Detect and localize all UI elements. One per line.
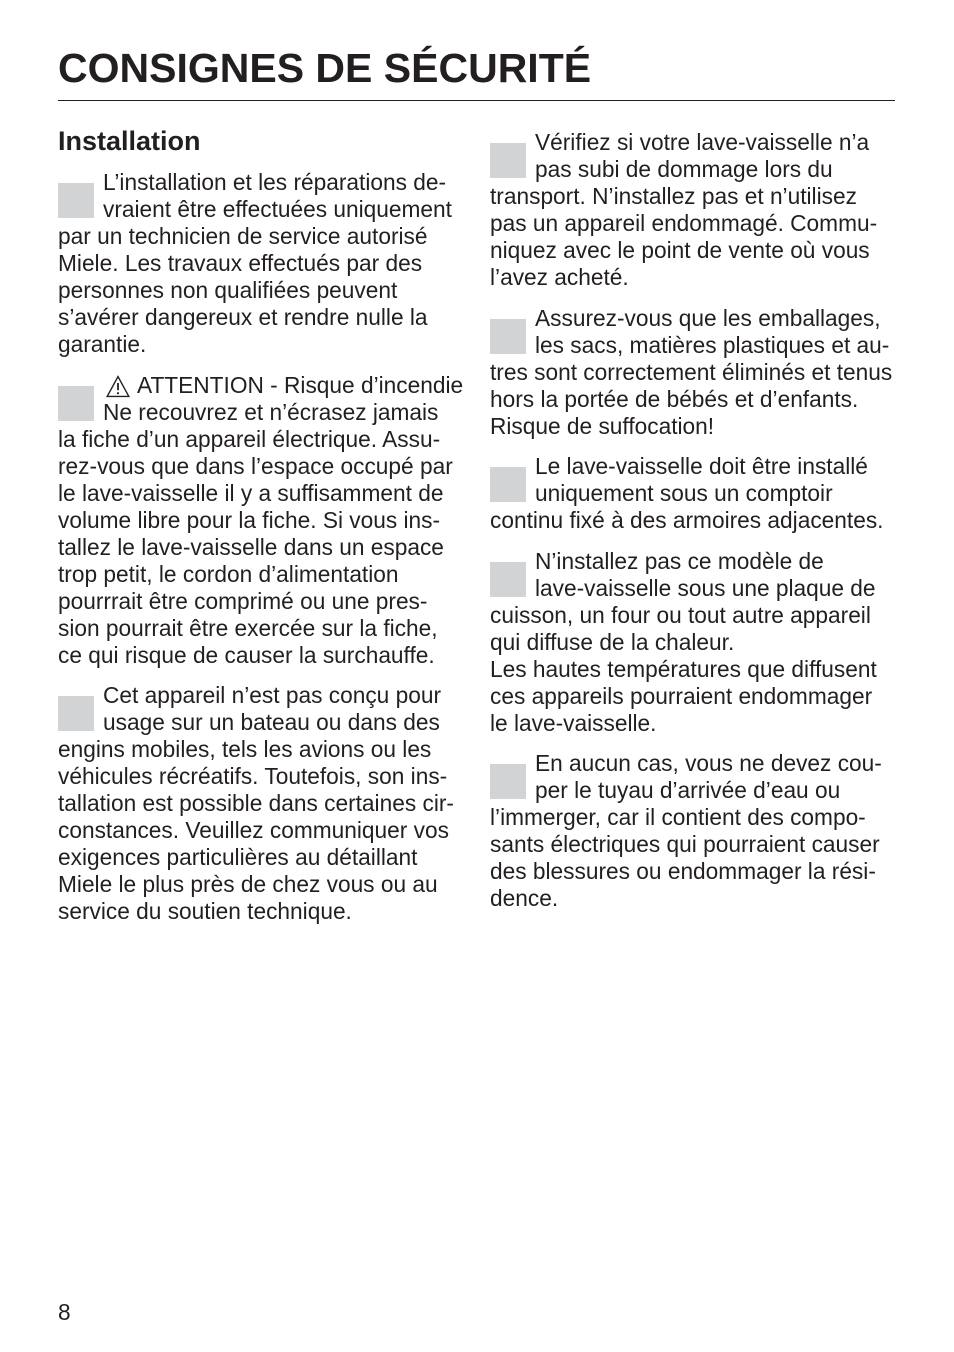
text-line: trop petit, le cordon d’alimentation <box>58 560 399 587</box>
safety-paragraph <box>490 750 910 912</box>
text-line: pas un appareil endommagé. Commu- <box>490 210 878 236</box>
text-line: N’installez pas ce modèle de <box>535 547 824 574</box>
text-line: dence. <box>490 885 559 911</box>
safety-paragraph <box>58 169 478 358</box>
text-line: Les hautes températures que diffusent <box>490 655 877 682</box>
text-line: service du soutien technique. <box>58 898 352 924</box>
text-line: sants électriques qui pourraient causer <box>490 831 880 857</box>
text-line: hors la portée de bébés et d’enfants. <box>490 385 859 412</box>
bullet-square <box>490 467 526 502</box>
safety-paragraph <box>490 305 910 440</box>
text-line: l’avez acheté. <box>490 264 629 290</box>
text-line: l’immerger, car il contient des compo- <box>490 804 866 830</box>
text-line: continu fixé à des armoires adjacentes. <box>490 507 884 533</box>
warning-label: ATTENTION - Risque d’incendie <box>137 371 464 398</box>
text-line: constances. Veuillez communiquer vos <box>58 817 449 843</box>
page-number: 8 <box>58 1299 71 1325</box>
bullet-square <box>490 562 526 597</box>
text-line: tres sont correctement éliminés et tenus <box>490 358 893 385</box>
text-line: ces appareils pourraient endommager <box>490 682 873 709</box>
text-line: Cet appareil n’est pas conçu pour <box>103 682 441 708</box>
bullet-square <box>58 696 94 731</box>
text-line: vraient être effectuées uniquement <box>103 196 452 222</box>
text-line: En aucun cas, vous ne devez cou- <box>535 750 882 776</box>
left-column <box>58 126 478 939</box>
text-line: transport. N’installez pas et n’utilisez <box>490 183 857 209</box>
section-heading: Installation <box>58 126 201 156</box>
bullet-square <box>490 764 526 799</box>
text-line: personnes non qualifiées peuvent <box>58 277 398 303</box>
text-line: volume libre pour la fiche. Si vous ins- <box>58 506 441 533</box>
warning-line <box>58 372 478 399</box>
text-line: véhicules récréatifs. Toutefois, son ins- <box>58 763 448 789</box>
safety-paragraph <box>490 548 910 737</box>
text-line: Assurez-vous que les emballages, <box>535 304 881 331</box>
text-line: des blessures ou endommager la rési- <box>490 858 876 884</box>
bullet-square <box>58 183 94 218</box>
text-line: Ne recouvrez et n’écrasez jamais <box>103 398 439 425</box>
text-line: ce qui risque de causer la surchauffe. <box>58 641 435 668</box>
text-line: Le lave-vaisselle doit être installé <box>535 453 868 479</box>
safety-paragraph <box>490 129 910 291</box>
text-line: Risque de suffocation! <box>490 412 715 439</box>
text-line: les sacs, matières plastiques et au- <box>535 331 890 358</box>
text-line: tallation est possible dans certaines cir- <box>58 790 454 816</box>
text-line: niquez avec le point de vente où vous <box>490 237 870 263</box>
text-line: garantie. <box>58 331 147 357</box>
text-line: qui diffuse de la chaleur. <box>490 628 735 655</box>
text-line: uniquement sous un comptoir <box>535 480 833 506</box>
text-line: pas subi de dommage lors du <box>535 156 833 182</box>
text-line: Vérifiez si votre lave-vaisselle n’a <box>535 129 870 155</box>
bullet-square <box>58 386 94 421</box>
page-title: CONSIGNES DE SÉCURITÉ <box>58 45 592 91</box>
text-line: s’avérer dangereux et rendre nulle la <box>58 304 428 330</box>
text-line: par un technicien de service autorisé <box>58 223 428 249</box>
text-line: sion pourrait être exercée sur la fiche, <box>58 614 438 641</box>
text-line: tallez le lave-vaisselle dans un espace <box>58 533 444 560</box>
safety-paragraph <box>490 453 910 534</box>
text-line: la fiche d’un appareil électrique. Assu- <box>58 425 441 452</box>
text-line: rez-vous que dans l’espace occupé par <box>58 452 453 479</box>
text-line: lave-vaisselle sous une plaque de <box>535 574 876 601</box>
text-line: exigences particulières au détaillant <box>58 844 418 870</box>
right-column <box>490 129 910 926</box>
text-line: per le tuyau d’arrivée d’eau ou <box>535 777 841 803</box>
text-line: le lave-vaisselle. <box>490 709 657 736</box>
text-line: Miele le plus près de chez vous ou au <box>58 871 438 897</box>
text-line: L’installation et les réparations de- <box>103 169 447 195</box>
safety-paragraph-warning <box>58 372 478 669</box>
text-line: engins mobiles, tels les avions ou les <box>58 736 432 762</box>
text-line: pourrrait être comprimé ou une pres- <box>58 587 428 614</box>
text-line: cuisson, un four ou tout autre appareil <box>490 601 871 628</box>
title-divider <box>58 100 895 101</box>
text-line: usage sur un bateau ou dans des <box>103 709 440 735</box>
bullet-square <box>490 319 526 354</box>
text-line: Miele. Les travaux effectués par des <box>58 250 423 276</box>
bullet-square <box>490 143 526 178</box>
warning-triangle-icon <box>106 375 130 398</box>
text-line: le lave-vaisselle il y a suffisamment de <box>58 479 444 506</box>
safety-paragraph <box>58 682 478 925</box>
